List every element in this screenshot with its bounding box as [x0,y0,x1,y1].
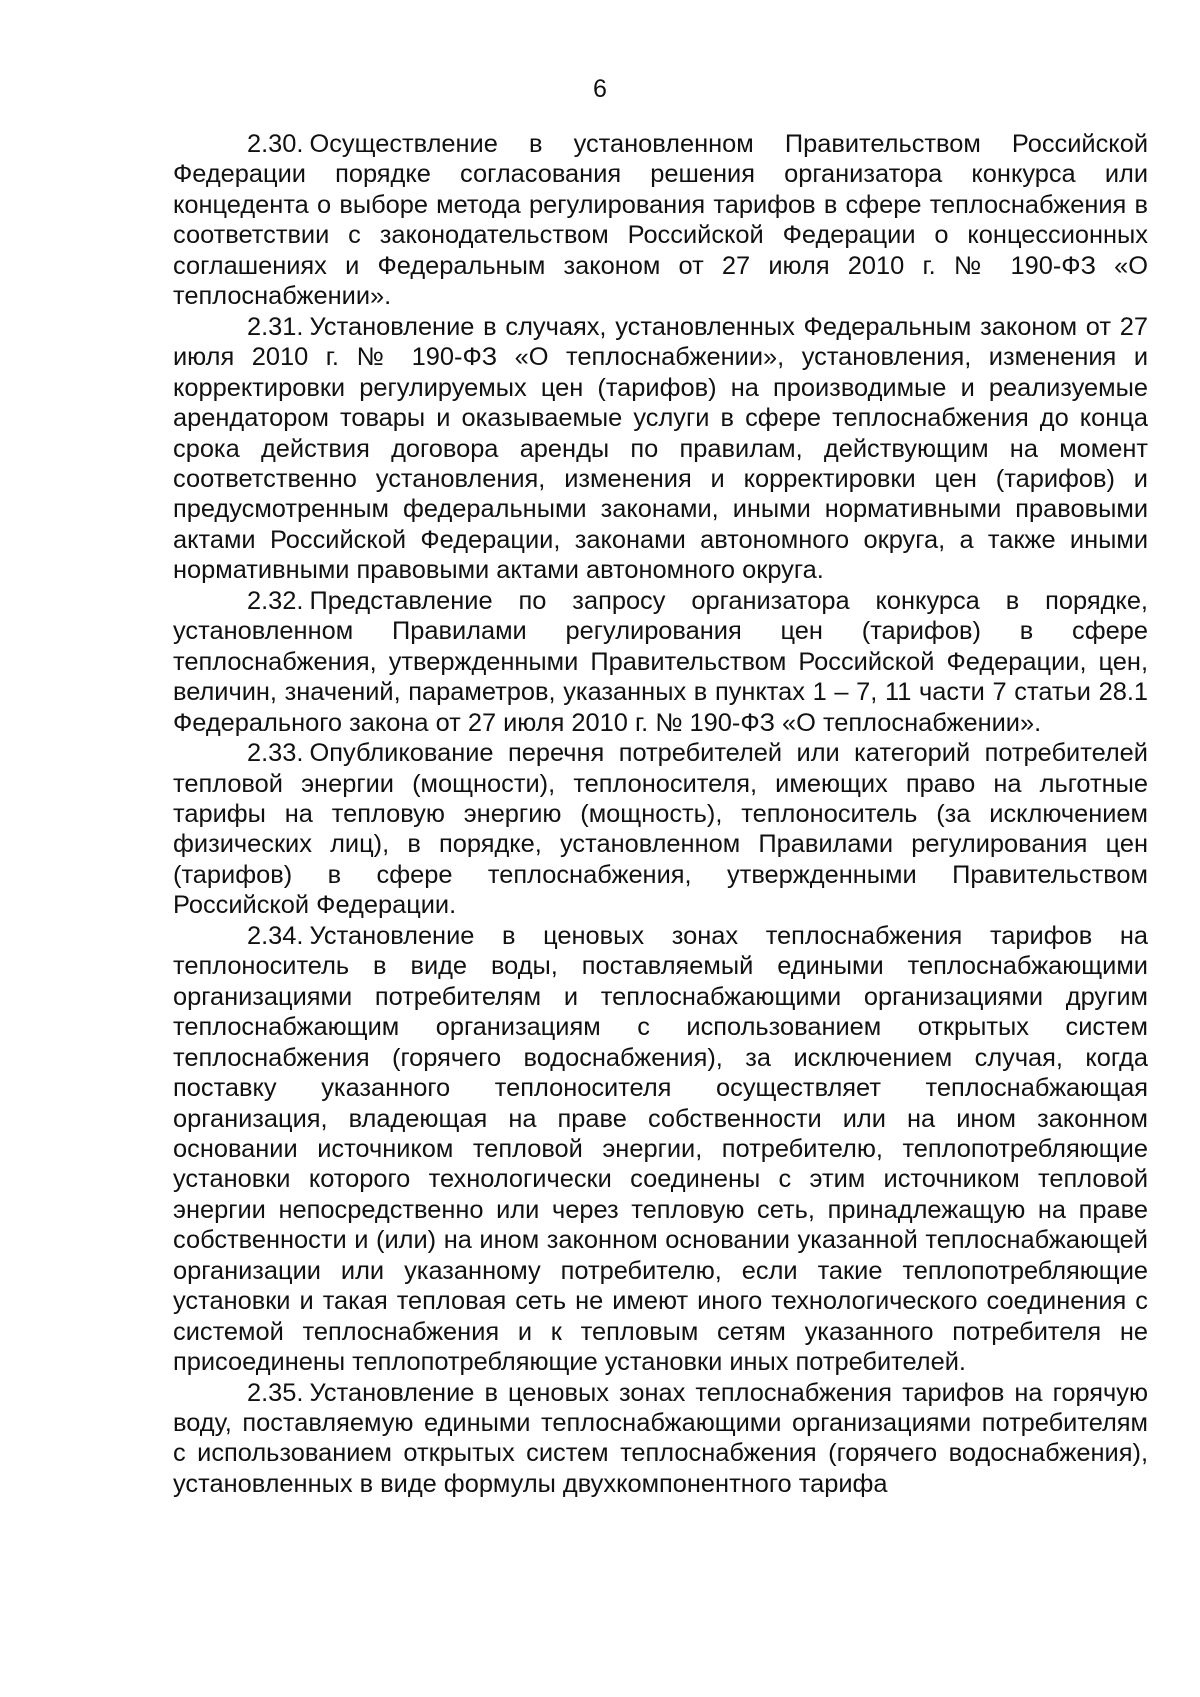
paragraph-text: Установление в ценовых зонах теплоснабжения тарифов на горячую воду, поставляемую едиными теплоснабжающими организациями потребителям с использованием открытых систем теплоснабжения (горячего водоснабжения), установленных в виде формулы двухкомпонентного тарифа [173,1378,1148,1498]
paragraph-number: 2.32. [247,586,304,615]
paragraph-number: 2.35. [247,1378,304,1407]
paragraph-text: Установление в случаях, установленных Федеральным законом от 27 июля 2010 г. № 190-ФЗ «О теплоснабжении», установления, изменения и корректировки регулируемых цен (тарифов) на производимые и реализуемые арендатором товары и оказываемые услуги в сфере теплоснабжения до конца срока действия договора аренды по правилам, действующим на момент соответственно установления, изменения и корректировки цен (тарифов) и предусмотренным федеральными законами, иными нормативными правовыми актами Российской Федерации, законами автономного округа, а также иными нормативными правовыми актами автономного округа. [173,312,1148,585]
paragraph-text: Установление в ценовых зонах теплоснабжения тарифов на теплоноситель в виде воды, поставляемый едиными теплоснабжающими организациями потребителям и теплоснабжающими организациями другим теплоснабжающим организациям с использованием открытых систем теплоснабжения (горячего водоснабжения), за исключением случая, когда поставку указанного теплоносителя осуществляет теплоснабжающая организация, владеющая на праве собственности или на ином законном основании источником тепловой энергии, потребителю, теплопотребляющие установки которого технологически соединены с этим источником тепловой энергии непосредственно или через тепловую сеть, принадлежащую на праве собственности и (или) на ином законном основании указанной теплоснабжающей организации или указанному потребителю, если такие теплопотребляющие установки и такая тепловая сеть не имеют иного технологического соединения с системой теплоснабжения и к тепловым сетям указанного потребителя не присоединены теплопотребляющие установки иных потребителей. [173,921,1148,1377]
paragraph-text: Осуществление в установленном Правительством Российской Федерации порядке согласования решения организатора конкурса или концедента о выборе метода регулирования тарифов в сфере теплоснабжения в соответствии с законодательством Российской Федерации о концессионных соглашениях и Федеральным законом от 27 июля 2010 г. № 190-ФЗ «О теплоснабжении». [173,130,1148,311]
paragraph-number: 2.31. [247,312,304,341]
paragraph-number: 2.34. [247,921,304,950]
paragraph-2-35 [173,1378,1148,1500]
paragraph-2-32 [173,586,1148,738]
paragraph-2-34 [173,921,1148,1378]
paragraph-number: 2.33. [247,739,304,768]
document-body [173,129,1148,1499]
paragraph-number: 2.30. [247,130,304,158]
paragraph-2-30 [173,129,1148,312]
paragraph-text: Опубликование перечня потребителей или категорий потребителей тепловой энергии (мощности), теплоносителя, имеющих право на льготные тарифы на тепловую энергию (мощность), теплоноситель (за исключением физических лиц), в порядке, установленном Правилами регулирования цен (тарифов) в сфере теплоснабжения, утвержденными Правительством Российской Федерации. [173,739,1148,920]
paragraph-text: Представление по запросу организатора конкурса в порядке, установленном Правилами регулирования цен (тарифов) в сфере теплоснабжения, утвержденными Правительством Российской Федерации, цен, величин, значений, параметров, указанных в пунктах 1 – 7, 11 части 7 статьи 28.1 Федерального закона от 27 июля 2010 г. № 190-ФЗ «О теплоснабжении». [173,586,1148,737]
page-number: 6 [593,75,607,103]
paragraph-2-33 [173,738,1148,921]
paragraph-2-31 [173,312,1148,586]
